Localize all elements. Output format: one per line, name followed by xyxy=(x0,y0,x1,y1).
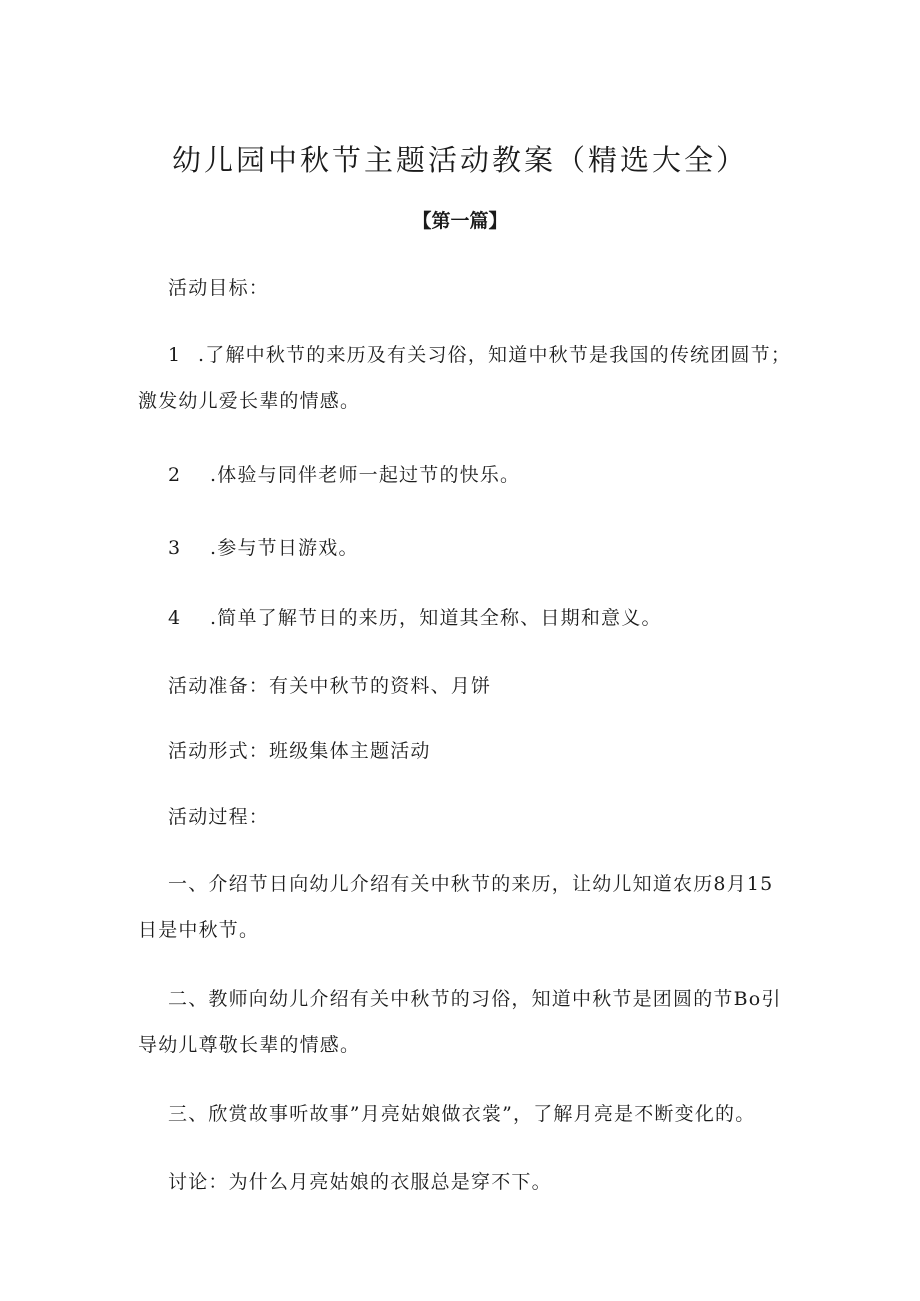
step-1-line2: 日是中秋节。 xyxy=(138,919,260,941)
goal-item-3 xyxy=(168,536,359,560)
goal-item-4 xyxy=(168,606,662,630)
step-3-line1: 三、欣赏故事听故事”月亮姑娘做衣裳”，了解月亮是不断变化的。 xyxy=(168,1103,756,1125)
goal-text: .了解中秋节的来历及有关习俗，知道中秋节是我国的传统团圆节； xyxy=(198,344,792,366)
step-2-line2: 导幼儿尊敬长辈的情感。 xyxy=(138,1034,361,1056)
step-1-line1: 一、介绍节日向幼儿介绍有关中秋节的来历，让幼儿知道农历8月15 xyxy=(168,873,774,895)
goal-text: .体验与同伴老师一起过节的快乐。 xyxy=(210,464,521,486)
goal-item-1-line2: 激发幼儿爱长辈的情感。 xyxy=(138,390,361,412)
goal-number: 3 xyxy=(168,537,182,559)
goal-number: 2 xyxy=(168,464,182,486)
step-2-line1: 二、教师向幼儿介绍有关中秋节的习俗，知道中秋节是团圆的节Bo引 xyxy=(168,988,782,1010)
goal-number: 4 xyxy=(168,607,182,629)
process-label: 活动过程： xyxy=(168,806,270,828)
goal-item-2 xyxy=(168,463,520,487)
goal-number: 1 xyxy=(168,344,182,366)
preparation-line: 活动准备：有关中秋节的资料、月饼 xyxy=(168,675,492,697)
goals-label: 活动目标： xyxy=(168,277,270,299)
goal-text: .参与节日游戏。 xyxy=(210,537,359,559)
page-title: 幼儿园中秋节主题活动教案（精选大全） xyxy=(171,143,748,177)
section-heading: 【第一篇】 xyxy=(412,210,508,232)
form-line: 活动形式：班级集体主题活动 xyxy=(168,740,431,762)
discussion-line: 讨论：为什么月亮姑娘的衣服总是穿不下。 xyxy=(168,1171,552,1193)
goal-text: .简单了解节日的来历，知道其全称、日期和意义。 xyxy=(210,607,662,629)
goal-item-1-line1 xyxy=(168,343,791,367)
